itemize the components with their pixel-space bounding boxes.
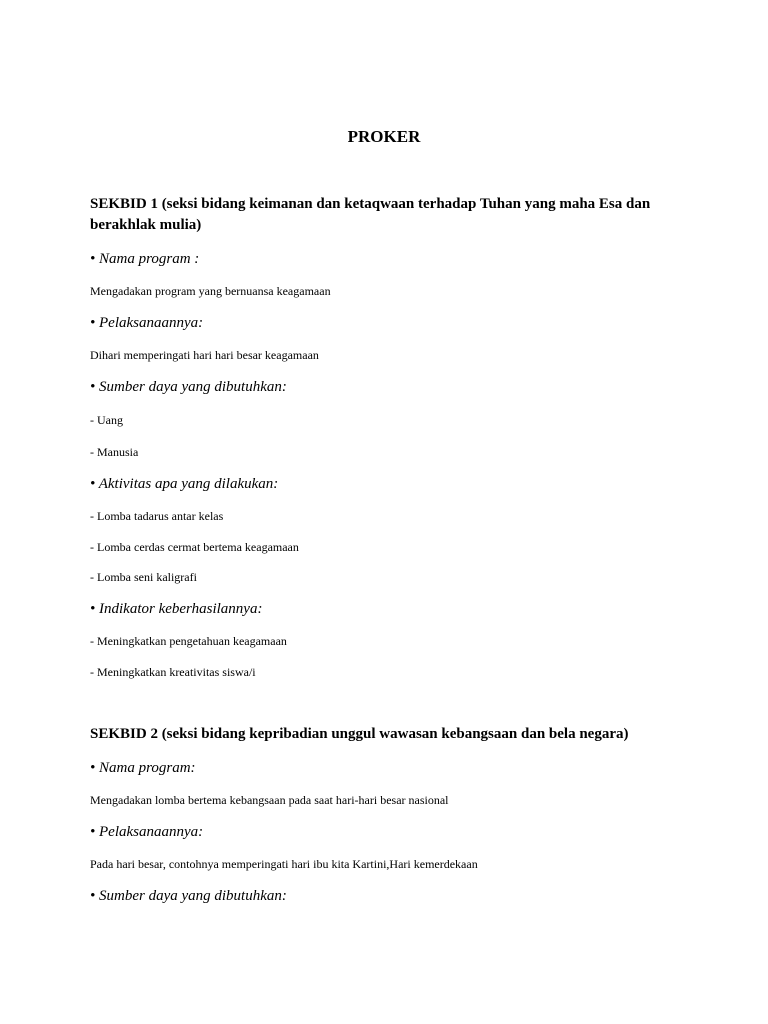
sekbid-1-aktivitas-label: • Aktivitas apa yang dilakukan:	[90, 476, 279, 492]
sekbid-1-sumber-label: • Sumber daya yang dibutuhkan:	[90, 379, 287, 395]
sekbid-2-nama-value: Mengadakan lomba bertema kebangsaan pada saat hari-hari besar nasional	[90, 793, 449, 807]
sekbid-1-pelaksanaan-label: • Pelaksanaannya:	[90, 315, 204, 331]
sekbid-2-sumber-label: • Sumber daya yang dibutuhkan:	[90, 888, 287, 904]
sekbid-1-nama-value: Mengadakan program yang bernuansa keagamaan	[90, 284, 331, 298]
sekbid-1-pelaksanaan-value: Dihari memperingati hari hari besar keagamaan	[90, 348, 319, 362]
sekbid-1-aktivitas-item: - Lomba tadarus antar kelas	[90, 509, 224, 523]
sekbid-1-sumber-item: - Uang	[90, 413, 123, 427]
sekbid-1-indikator-item: - Meningkatkan pengetahuan keagamaan	[90, 634, 287, 648]
sekbid-2-pelaksanaan-value: Pada hari besar, contohnya memperingati hari ibu kita Kartini,Hari kemerdekaan	[90, 857, 478, 871]
sekbid-1-indikator-label: • Indikator keberhasilannya:	[90, 601, 263, 617]
sekbid-2-pelaksanaan-label: • Pelaksanaannya:	[90, 824, 204, 840]
sekbid-2-heading: SEKBID 2 (seksi bidang kepribadian unggul wawasan kebangsaan dan bela negara)	[90, 726, 629, 742]
page-title: PROKER	[347, 127, 421, 146]
sekbid-1-section	[90, 194, 680, 236]
sekbid-2-section	[90, 724, 680, 745]
sekbid-1-nama-label: • Nama program :	[90, 251, 200, 267]
sekbid-1-aktivitas-item: - Lomba seni kaligrafi	[90, 570, 197, 584]
sekbid-1-indikator-item: - Meningkatkan kreativitas siswa/i	[90, 665, 256, 679]
sekbid-1-heading: SEKBID 1 (seksi bidang keimanan dan ketaqwaan terhadap Tuhan yang maha Esa dan berakhlak mulia)	[90, 196, 651, 233]
sekbid-2-nama-label: • Nama program:	[90, 760, 196, 776]
sekbid-1-sumber-item: - Manusia	[90, 445, 139, 459]
sekbid-1-aktivitas-item: - Lomba cerdas cermat bertema keagamaan	[90, 540, 299, 554]
